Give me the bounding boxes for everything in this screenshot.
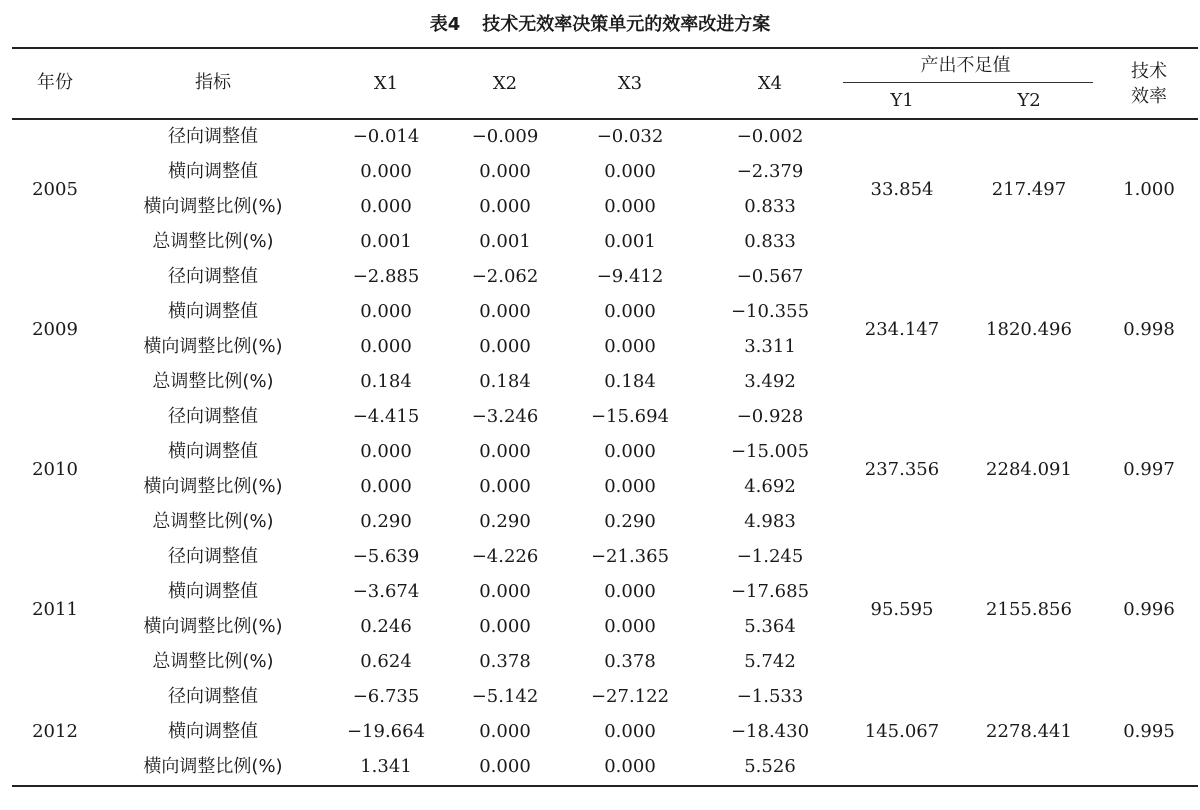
cell-x2: 0.000 bbox=[479, 336, 531, 357]
cell-x4: −1.245 bbox=[736, 546, 804, 567]
cell-x4: −10.355 bbox=[730, 301, 810, 322]
cell-x2: 0.000 bbox=[479, 476, 531, 497]
cell-x3: −9.412 bbox=[596, 266, 664, 287]
cell-x2: −3.246 bbox=[471, 406, 539, 427]
cell-x2: 0.000 bbox=[479, 161, 531, 182]
row-indicator: 横向调整值 bbox=[168, 161, 258, 182]
cell-x3: 0.000 bbox=[604, 721, 656, 742]
cell-x3: 0.000 bbox=[604, 196, 656, 217]
cell-x1: 0.000 bbox=[360, 441, 412, 462]
cell-x4: 3.492 bbox=[744, 371, 796, 392]
cell-x1: −2.885 bbox=[352, 266, 420, 287]
row-indicator: 径向调整值 bbox=[168, 266, 258, 287]
cell-x3: 0.000 bbox=[604, 476, 656, 497]
row-indicator: 径向调整值 bbox=[168, 406, 258, 427]
group-year: 2011 bbox=[32, 598, 78, 620]
cell-x3: 0.184 bbox=[604, 371, 656, 392]
cell-x2: 0.184 bbox=[479, 371, 531, 392]
group-year: 2005 bbox=[32, 178, 78, 200]
cell-x1: −0.014 bbox=[352, 126, 420, 147]
header-y1: Y1 bbox=[890, 90, 914, 111]
cell-x1: −3.674 bbox=[352, 581, 420, 602]
group-y2-shortfall: 217.497 bbox=[991, 178, 1067, 200]
row-indicator: 横向调整值 bbox=[168, 441, 258, 462]
header-x1: X1 bbox=[373, 73, 399, 94]
group-year: 2010 bbox=[32, 458, 78, 480]
cell-x4: 0.833 bbox=[744, 231, 796, 252]
header-rule bbox=[12, 118, 1198, 120]
group-tech-efficiency: 0.996 bbox=[1123, 598, 1175, 620]
group-y1-shortfall: 33.854 bbox=[870, 178, 934, 200]
cell-x4: −0.567 bbox=[736, 266, 804, 287]
cell-x4: −15.005 bbox=[730, 441, 810, 462]
cell-x2: 0.000 bbox=[479, 441, 531, 462]
cell-x2: 0.000 bbox=[479, 301, 531, 322]
header-tech-efficiency-line1: 技术 bbox=[1131, 61, 1167, 82]
group-y1-shortfall: 95.595 bbox=[870, 598, 934, 620]
group-y2-shortfall: 2278.441 bbox=[986, 721, 1072, 742]
group-y2-shortfall: 2155.856 bbox=[986, 598, 1072, 620]
row-indicator: 横向调整比例(%) bbox=[143, 196, 283, 217]
cell-x3: 0.290 bbox=[604, 511, 656, 532]
cell-x4: −0.928 bbox=[736, 406, 804, 427]
cell-x3: 0.000 bbox=[604, 161, 656, 182]
cell-x3: −27.122 bbox=[590, 686, 670, 707]
cell-x2: 0.000 bbox=[479, 196, 531, 217]
row-indicator: 横向调整比例(%) bbox=[143, 476, 283, 497]
table-title: 技术无效率决策单元的效率改进方案 bbox=[482, 14, 771, 35]
row-indicator: 径向调整值 bbox=[168, 686, 258, 707]
group-tech-efficiency: 0.998 bbox=[1123, 318, 1175, 340]
cell-x4: 5.742 bbox=[744, 651, 796, 672]
cell-x1: −6.735 bbox=[352, 686, 420, 707]
cell-x2: −2.062 bbox=[471, 266, 539, 287]
group-y1-shortfall: 237.356 bbox=[864, 458, 940, 480]
group-tech-efficiency: 0.997 bbox=[1123, 458, 1175, 480]
cell-x4: 4.983 bbox=[744, 511, 796, 532]
cell-x2: −4.226 bbox=[471, 546, 539, 567]
table-caption bbox=[0, 8, 1200, 42]
cell-x3: 0.000 bbox=[604, 756, 656, 777]
cell-x2: 0.000 bbox=[479, 721, 531, 742]
top-rule bbox=[12, 47, 1198, 49]
header-x4: X4 bbox=[757, 73, 783, 94]
cell-x4: −18.430 bbox=[730, 721, 810, 742]
cell-x4: −1.533 bbox=[736, 686, 804, 707]
cell-x1: 0.624 bbox=[360, 651, 412, 672]
cell-x2: 0.290 bbox=[479, 511, 531, 532]
cell-x2: −5.142 bbox=[471, 686, 539, 707]
header-x2: X2 bbox=[492, 73, 518, 94]
group-y1-shortfall: 234.147 bbox=[864, 318, 940, 340]
cell-x4: −0.002 bbox=[736, 126, 804, 147]
cell-x2: 0.000 bbox=[479, 756, 531, 777]
cell-x1: 0.000 bbox=[360, 161, 412, 182]
header-indicator: 指标 bbox=[195, 72, 231, 93]
cell-x1: 0.000 bbox=[360, 196, 412, 217]
row-indicator: 总调整比例(%) bbox=[152, 371, 274, 392]
cell-x2: 0.000 bbox=[479, 581, 531, 602]
header-y2: Y2 bbox=[1017, 90, 1041, 111]
cell-x1: −19.664 bbox=[346, 721, 426, 742]
cell-x3: −0.032 bbox=[596, 126, 664, 147]
row-indicator: 横向调整比例(%) bbox=[143, 616, 283, 637]
cell-x3: 0.000 bbox=[604, 581, 656, 602]
group-year: 2009 bbox=[32, 318, 78, 340]
row-indicator: 径向调整值 bbox=[168, 126, 258, 147]
cell-x2: −0.009 bbox=[471, 126, 539, 147]
row-indicator: 横向调整值 bbox=[168, 581, 258, 602]
cell-x1: 0.001 bbox=[360, 231, 412, 252]
group-y2-shortfall: 2284.091 bbox=[986, 458, 1072, 480]
row-indicator: 横向调整比例(%) bbox=[143, 336, 283, 357]
cell-x1: 1.341 bbox=[360, 756, 412, 777]
cell-x4: 4.692 bbox=[744, 476, 796, 497]
row-indicator: 横向调整值 bbox=[168, 301, 258, 322]
cell-x3: 0.378 bbox=[604, 651, 656, 672]
cell-x3: −15.694 bbox=[590, 406, 670, 427]
cell-x1: 0.184 bbox=[360, 371, 412, 392]
cell-x1: −4.415 bbox=[352, 406, 420, 427]
cell-x3: 0.000 bbox=[604, 301, 656, 322]
header-year: 年份 bbox=[37, 72, 73, 93]
cell-x2: 0.000 bbox=[479, 616, 531, 637]
cell-x3: −21.365 bbox=[590, 546, 670, 567]
cell-x1: 0.290 bbox=[360, 511, 412, 532]
cell-x1: 0.000 bbox=[360, 476, 412, 497]
row-indicator: 总调整比例(%) bbox=[152, 651, 274, 672]
cell-x3: 0.000 bbox=[604, 336, 656, 357]
cell-x3: 0.000 bbox=[604, 616, 656, 637]
cell-x1: 0.000 bbox=[360, 336, 412, 357]
group-y2-shortfall: 1820.496 bbox=[986, 318, 1072, 340]
row-indicator: 总调整比例(%) bbox=[152, 231, 274, 252]
group-year: 2012 bbox=[32, 721, 78, 742]
group-tech-efficiency: 0.995 bbox=[1123, 721, 1175, 742]
cell-x4: 5.526 bbox=[744, 756, 796, 777]
cell-x4: −2.379 bbox=[736, 161, 804, 182]
row-indicator: 总调整比例(%) bbox=[152, 511, 274, 532]
cell-x1: −5.639 bbox=[352, 546, 420, 567]
group-tech-efficiency: 1.000 bbox=[1123, 178, 1175, 200]
group-y1-shortfall: 145.067 bbox=[864, 721, 940, 742]
header-output-shortfall: 产出不足值 bbox=[920, 55, 1011, 76]
row-indicator: 径向调整值 bbox=[168, 546, 258, 567]
header-tech-efficiency-line2: 效率 bbox=[1131, 86, 1167, 107]
cell-x2: 0.001 bbox=[479, 231, 531, 252]
cell-x3: 0.000 bbox=[604, 441, 656, 462]
cell-x4: 3.311 bbox=[744, 336, 796, 357]
row-indicator: 横向调整比例(%) bbox=[143, 756, 283, 777]
cell-x1: 0.246 bbox=[360, 616, 412, 637]
cell-x4: 0.833 bbox=[744, 196, 796, 217]
cell-x4: 5.364 bbox=[744, 616, 796, 637]
bottom-rule bbox=[12, 785, 1198, 787]
cell-x2: 0.378 bbox=[479, 651, 531, 672]
cell-x1: 0.000 bbox=[360, 301, 412, 322]
row-indicator: 横向调整值 bbox=[168, 721, 258, 742]
table-number: 表4 bbox=[429, 14, 461, 35]
header-x3: X3 bbox=[617, 73, 643, 94]
cell-x4: −17.685 bbox=[730, 581, 810, 602]
cell-x3: 0.001 bbox=[604, 231, 656, 252]
